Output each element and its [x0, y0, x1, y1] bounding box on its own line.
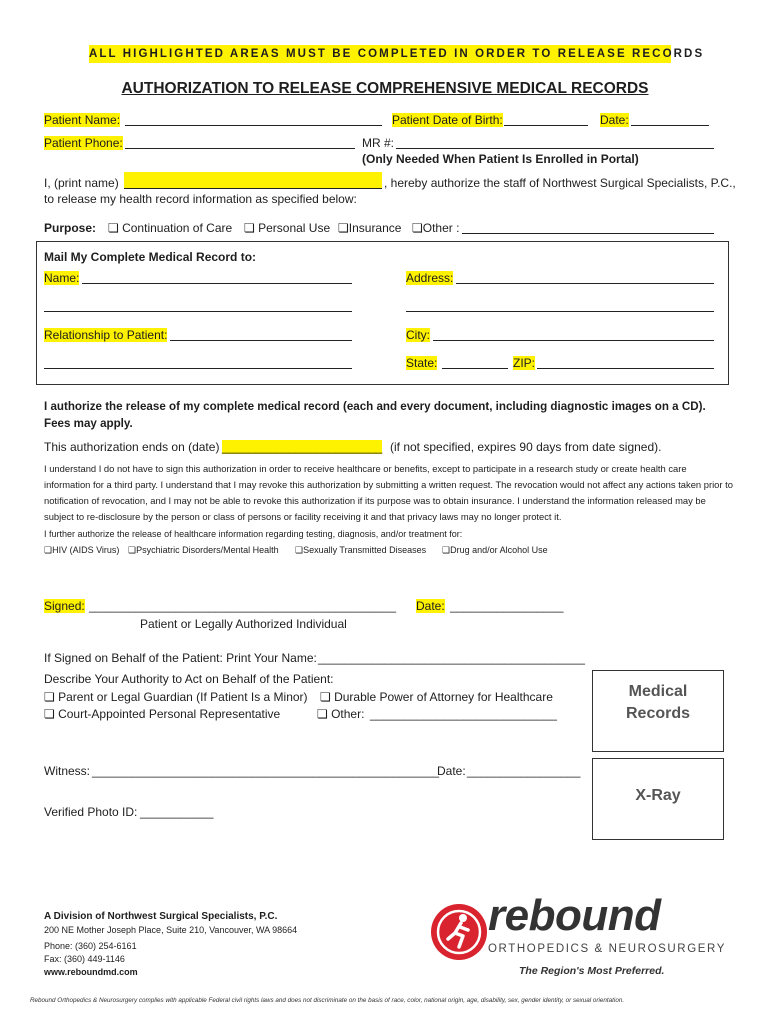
- zip-label: ZIP:: [513, 356, 536, 370]
- mail-address-label: Address:: [406, 271, 454, 285]
- expiry-suffix: (if not specified, expires 90 days from date signed).: [390, 440, 662, 454]
- office-address: 200 NE Mother Joseph Place, Suite 210, Vancouver, WA 98664: [44, 925, 298, 935]
- runner-emblem-icon: [430, 903, 488, 961]
- purpose-other-checkbox[interactable]: ❏Other :: [412, 221, 460, 235]
- division-name: A Division of Northwest Surgical Specialists, P.C.: [44, 911, 278, 922]
- print-name-label: I, (print name): [44, 176, 119, 190]
- office-phone: Phone: (360) 254-6161: [44, 941, 137, 951]
- drug-alcohol-checkbox[interactable]: ❏Drug and/or Alcohol Use: [442, 545, 548, 555]
- patient-name-label: Patient Name:: [44, 113, 121, 127]
- purpose-personal-checkbox[interactable]: ❏ Personal Use: [244, 221, 331, 235]
- city-field[interactable]: [433, 340, 714, 341]
- date-field[interactable]: [631, 125, 709, 126]
- print-name-field[interactable]: [124, 172, 382, 189]
- photo-id-label: Verified Photo ID:: [44, 805, 138, 819]
- psychiatric-checkbox[interactable]: ❏Psychiatric Disorders/Mental Health: [128, 545, 279, 555]
- xray-box: [592, 758, 724, 840]
- signature-caption: Patient or Legally Authorized Individual: [140, 617, 347, 631]
- witness-field[interactable]: ____________________________________________________: [92, 764, 440, 778]
- hiv-checkbox[interactable]: ❏HIV (AIDS Virus): [44, 545, 120, 555]
- tagline: The Region's Most Preferred.: [519, 965, 665, 977]
- medical-records-box: [592, 670, 724, 752]
- mail-heading: Mail My Complete Medical Record to:: [44, 250, 257, 264]
- release-statement: I authorize the release of my complete medical record (each and every document, including diagnostic images on a CD). Fees may apply.: [44, 400, 706, 430]
- purpose-insurance-checkbox[interactable]: ❏Insurance: [338, 221, 402, 235]
- behalf-name-label: If Signed on Behalf of the Patient: Print Your Name:: [44, 651, 317, 665]
- mr-note: (Only Needed When Patient Is Enrolled in Portal): [362, 152, 639, 166]
- purpose-continuation-checkbox[interactable]: ❏ Continuation of Care: [108, 221, 233, 235]
- required-fields-banner: ALL HIGHLIGHTED AREAS MUST BE COMPLETED IN ORDER TO RELEASE RECORDS: [89, 45, 671, 63]
- zip-field[interactable]: [537, 368, 714, 369]
- mail-name-field[interactable]: [82, 283, 352, 284]
- witness-date-field[interactable]: _________________: [467, 764, 581, 778]
- expiry-prefix: This authorization ends on (date): [44, 440, 220, 454]
- medical-records-line-2: Records: [625, 705, 691, 722]
- behalf-name-field[interactable]: ________________________________________: [318, 651, 585, 665]
- website-link[interactable]: www.reboundmd.com: [44, 967, 138, 977]
- further-authorize-text: I further authorize the release of healthcare information regarding testing, diagnosis, and/or treatment for:: [44, 529, 463, 539]
- court-appointed-checkbox[interactable]: ❏ Court-Appointed Personal Representative: [44, 707, 281, 721]
- purpose-other-field[interactable]: [462, 233, 714, 234]
- signature-field[interactable]: ______________________________________________: [89, 599, 396, 613]
- mail-address-field-line-2[interactable]: [406, 311, 714, 312]
- state-label: State:: [406, 356, 438, 370]
- other-authority-field[interactable]: ____________________________: [370, 707, 557, 721]
- nondiscrimination-disclaimer: Rebound Orthopedics & Neurosurgery complies with applicable Federal civil rights laws and does not discriminate on the basis of race, color, national origin, age, disability, sex, gender identity, or sexual orientation.: [30, 997, 625, 1004]
- relationship-field[interactable]: [170, 340, 352, 341]
- authorize-line-1: , hereby authorize the staff of Northwest Surgical Specialists, P.C.,: [384, 176, 736, 190]
- patient-name-field[interactable]: [125, 125, 382, 126]
- patient-phone-field[interactable]: [125, 148, 355, 149]
- witness-label: Witness:: [44, 764, 91, 778]
- medical-records-line-1: Medical: [628, 683, 688, 700]
- patient-dob-label: Patient Date of Birth:: [392, 113, 503, 127]
- signed-date-label: Date:: [416, 599, 445, 613]
- witness-date-label: Date:: [437, 764, 466, 778]
- patient-phone-label: Patient Phone:: [44, 136, 123, 150]
- photo-id-field[interactable]: ___________: [140, 805, 214, 819]
- mr-number-label: MR #:: [362, 136, 395, 150]
- city-label: City:: [406, 328, 430, 342]
- date-label: Date:: [600, 113, 629, 127]
- authorize-line-2: to release my health record information as specified below:: [44, 192, 357, 206]
- mail-address-field[interactable]: [456, 283, 714, 284]
- relationship-label: Relationship to Patient:: [44, 328, 168, 342]
- mail-name-label: Name:: [44, 271, 80, 285]
- describe-authority-label: Describe Your Authority to Act on Behalf of the Patient:: [44, 672, 334, 686]
- purpose-label: Purpose:: [44, 221, 97, 235]
- signed-label: Signed:: [44, 599, 85, 613]
- mail-name-field-line-2[interactable]: [44, 311, 352, 312]
- xray-label: X-Ray: [635, 787, 681, 804]
- understand-paragraph: I understand I do not have to sign this authorization in order to receive healthcare or benefits, except to participate in a research study or create health care information for a third party. I understand that I may revoke this authorization by submitting a written request. The revocation would not affect any actions taken prior to notification of revocation, and I may not be able to revoke this authorization if its purpose was to obtain insurance. I understand the information released may be subject to re-disclosure by the person or class of persons or facility receiving it and that privacy laws may no longer protect it.: [44, 463, 733, 522]
- std-checkbox[interactable]: ❏Sexually Transmitted Diseases: [295, 545, 427, 555]
- office-fax: Fax: (360) 449-1146: [44, 954, 125, 964]
- other-authority-checkbox[interactable]: ❏ Other:: [317, 707, 365, 721]
- logo-subtitle: ORTHOPEDICS & NEUROSURGERY: [488, 943, 726, 955]
- parent-guardian-checkbox[interactable]: ❏ Parent or Legal Guardian (If Patient Is a Minor): [44, 690, 308, 704]
- page-title: AUTHORIZATION TO RELEASE COMPREHENSIVE MEDICAL RECORDS: [121, 80, 649, 97]
- state-field[interactable]: [442, 368, 508, 369]
- logo-word: rebound: [488, 891, 661, 940]
- patient-dob-field[interactable]: [504, 125, 588, 126]
- expiry-date-field[interactable]: ________________________: [222, 440, 383, 454]
- power-of-attorney-checkbox[interactable]: ❏ Durable Power of Attorney for Healthcare: [320, 690, 553, 704]
- relationship-field-line-2[interactable]: [44, 368, 352, 369]
- mr-number-field[interactable]: [396, 148, 714, 149]
- signed-date-field[interactable]: _________________: [450, 599, 564, 613]
